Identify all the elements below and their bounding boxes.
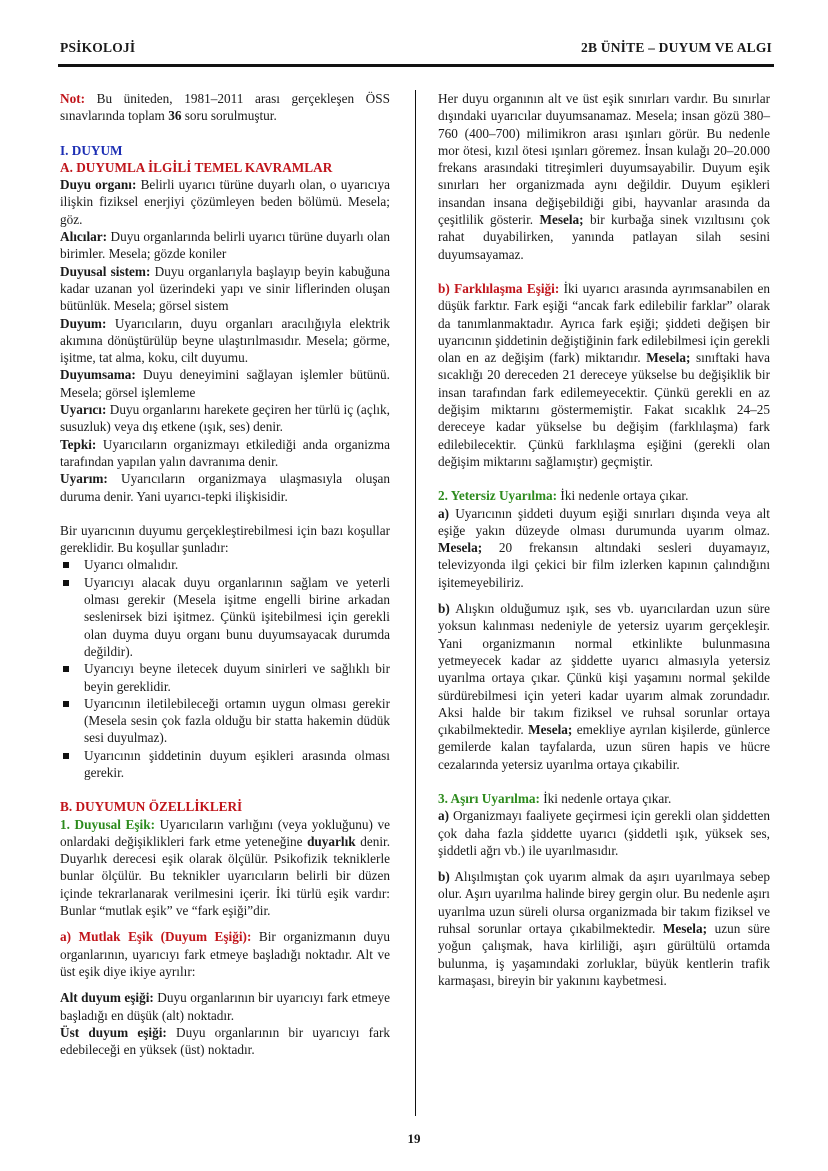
note-text: Bu üniteden, 1981–2011 arası gerçekleşen ÖSS sınavlarında toplam [60,91,390,124]
list-item: Uyarıcının şiddetinin duyum eşikleri arasında olması gerekir. [60,747,390,782]
absolute-threshold-paragraph: a) Mutlak Eşik (Duyum Eşiği): Bir organizmanın duyu organlarının, uyarıcıyı fark etmeye başladığı noktadır. Alt ve üst eşik diye ikiye ayrılır: [60,929,390,979]
def-sensing: Duyumsama: Duyu deneyimini sağlayan işlemler bütünü. Mesela; görsel işlemleme [60,367,390,400]
note-text-end: soru sorulmuştur. [181,108,277,124]
conditions-intro: Bir uyarıcının duyumu gerçekleştirebilmesi için bazı koşullar gereklidir. Bu koşullar şunladır: [60,522,390,556]
def-sensation: Duyum: Uyarıcıların, duyu organları aracılığıyla elektrik akımına dönüştürülüp beyne ulaştırılmasıdır. Mesela; görme, işitme, tat alma, koku, cilt duyumu. [60,315,390,366]
left-column [60,90,390,1058]
list-item: Uyarıcının iletilebileceği ortamın uygun olması gerekir (Mesela sesin çok fazla olduğu bir statta hakemin düdük sesi duyulmaz). [60,695,390,747]
def-stimulation: Uyarım: Uyarıcıların organizmaya ulaşmasıyla oluşan duruma denir. Yani uyarıcı-tepki ilişkisidir. [60,471,390,504]
note-paragraph [60,90,390,125]
understimulation-heading: 2. Yetersiz Uyarılma: İki nedenle ortaya çıkar. [438,488,689,504]
def-receptors: Alıcılar: Duyu organlarında belirli uyarıcı türüne duyarlı olan birimler. Mesela; gözde koniler [60,229,390,262]
header-subject: PSİKOLOJİ [60,40,136,55]
right-column [438,90,770,989]
understimulation-a: a) Uyarıcının şiddeti duyum eşiği sınırları dışında veya alt eşiğe yakın düzeyde olması durumunda uyarım olmaz. Mesela; 20 frekansın altındaki sesleri duyamayız, televizyonda ilgi çekici bir film izlerken kapının çalındığını işitemeyebiliriz. [438,505,770,590]
threshold-limits-paragraph: Her duyu organının alt ve üst eşik sınırları vardır. Bu sınırlar dışındaki uyarıcılar duyumsanamaz. Mesela; insan gözü 380–760 (400–700) milimikron arası ışınları görür. Bu nedenle mor ötesi, kızıl ötesi ışınları göremez. İnsan kulağı 20–20.000 frekans arasındaki titreşimleri duyumsayabilir. Duyum eşik sınırları her organizmada aynı değildir. Duyum eşikleri insandan insana değişebildiği gibi, hayvanlar arasında da çeşitlilik gösterir. Mesela; bir kurbağa sinek vızıltısını çok rahat duyabilirken, yanında patlayan silah sesini duyumsayamaz. [438,91,770,262]
overstimulation-heading: 3. Aşırı Uyarılma: İki nedenle ortaya çıkar. [438,790,672,806]
overstimulation-b: b) Alışılmıştan çok uyarım almak da aşırı uyarılmaya sebep olur. Aşırı uyarılma halinde birey gergin olur. Bu nedenle aşırı uyarılma uzun süreli olursa organizmada bir takım fiziksel ve ruhsal sorunlar ortaya çıkabilmektedir. Mesela; uzun süre yoğun çalışmak, hava kirliliği, aşırı gürültülü ortamda bulunma, iş yaşamındaki zorluklar, büyük kentlerin trafik karmaşası, bireyin bir yakınını kaybetmesi. [438,869,770,988]
subsection-b-title: B. DUYUMUN ÖZELLİKLERİ [60,799,243,815]
section-title: I. DUYUM [60,142,123,158]
list-item: Uyarıcıyı alacak duyu organlarının sağlam ve yeterli olması gerekir (Mesela işitme engelli birine arkadan seslenirsek bizi işitmez. Çünkü işitebilmesi için gerekli olan duyma duyu organı bunu duyumsayacak durumda değildir). [60,574,390,660]
conditions-list [60,556,390,781]
lower-threshold-paragraph: Alt duyum eşiği: Duyu organlarının bir uyarıcıyı fark etmeye başladığı en düşük (alt) noktadır. [60,990,390,1023]
overstimulation-a: a) Organizmayı faaliyete geçirmesi için gerekli olan şiddetten çok daha fazla şiddette uyarıcı (şiddetli ışık, yüksek ses, şiddetli ağrı vb.) ile uyarılmasıdır. [438,808,770,858]
subsection-a-title: A. DUYUMLA İLGİLİ TEMEL KAVRAMLAR [60,159,333,175]
def-sense-organ: Duyu organı: Belirli uyarıcı türüne duyarlı olan, o uyarıcıya ilişkin fiziksel enerjiyi çözümleyen beden bölümü. Mesela; göz. [60,177,390,227]
page-header [58,32,774,62]
understimulation-b: b) Alışkın olduğumuz ışık, ses vb. uyarıcılardan uzun süre yoksun kalınması nedeniyle de yetersiz uyarım gerçekleşir. Yani organizmanın normal etkinlikte bulunmasına yetmeyecek kadar az şiddette uyarıcı almasıyla yetersiz uyarılma ortaya çıkar. Çünkü kişi yaşamını normal şekilde sürdürebilmesi için yeteri kadar uyarım almak zorundadır. Aksi halde bir takım fiziksel ve ruhsal sorunlar ortaya çıkabilmektedir. Mesela; emekliye ayrılan kişilerde, günlerce gemilerde kalan tayfalarda, uzun süren hapis ve hücre cezalarında yetersiz uyarılma ortaya çıkabilir. [438,601,770,772]
note-count: 36 [168,108,182,124]
header-unit-title: 2B ÜNİTE – DUYUM VE ALGI [581,40,772,55]
list-item: Uyarıcı olmalıdır. [60,556,390,573]
upper-threshold-paragraph: Üst duyum eşiği: Duyu organlarının bir uyarıcıyı fark edebileceği en yüksek (üst) noktadır. [60,1024,390,1058]
page-number: 19 [407,1131,421,1146]
list-item: Uyarıcıyı beyne iletecek duyum sinirleri ve sağlıklı bir beyin gereklidir. [60,660,390,695]
sensory-threshold-paragraph: 1. Duyusal Eşik: Uyarıcıların varlığını (veya yokluğunu) ve onlardaki değişiklikleri fark etme yeteneğine duyarlık denir. Duyarlık derecesi eşik olarak ölçülür. Psikofizik tekniklerle bunlar ölçülür. Bu teknikler uyarıcıların belirli bir düzen içinde tekrarlanarak verilmesini içerir. İki türlü eşik vardır: Bunlar “mutlak eşik” ve “fark eşiği”dir. [60,816,391,919]
def-sensory-system: Duyusal sistem: Duyu organlarıyla başlayıp beyin kabuğuna kadar uzanan yol üzerindeki yapı ve sinir liflerinden oluşan bütünlük. Mesela; görsel sistem [60,263,390,314]
header-rule [58,64,774,67]
difference-threshold-paragraph: b) Farklılaşma Eşiği: İki uyarıcı arasında ayrımsanabilen en düşük farktır. Fark eşiği “ancak fark edilebilir farklar” olarak da tanımlanmaktadır. Ayrıca fark eşiği; şiddeti değişen bir uyarıcının şiddetinin değiştiğinin fark edilebilmesi için gerekli olan en az değişim (fark) miktarıdır. Mesela; sınıftaki hava sıcaklığı 20 dereceden 21 dereceye yükselse bu değişiklik bir insan tarafından fark edilemeyecektir. Çünkü gerekli en az değişim miktarını göstermemiştir. Fakat sıcaklık 24–25 dereceye kadar yükselse bu değişim (farklılaşma) fark edilebilecektir. Çünkü farklılaşma eşiğini (gerekli olan değişim miktarını sağlamıştır) geçmiştir. [438,280,771,469]
def-response: Tepki: Uyarıcıların organizmayı etkilediği anda organizma tarafından yapılan yalın davranıma denir. [60,436,390,469]
note-label: Not: [60,91,86,106]
def-stimulus: Uyarıcı: Duyu organlarını harekete geçiren her türlü iç (açlık, susuzluk) veya dış etkene (ışık, ses) denir. [60,402,390,435]
column-divider [415,90,416,1116]
